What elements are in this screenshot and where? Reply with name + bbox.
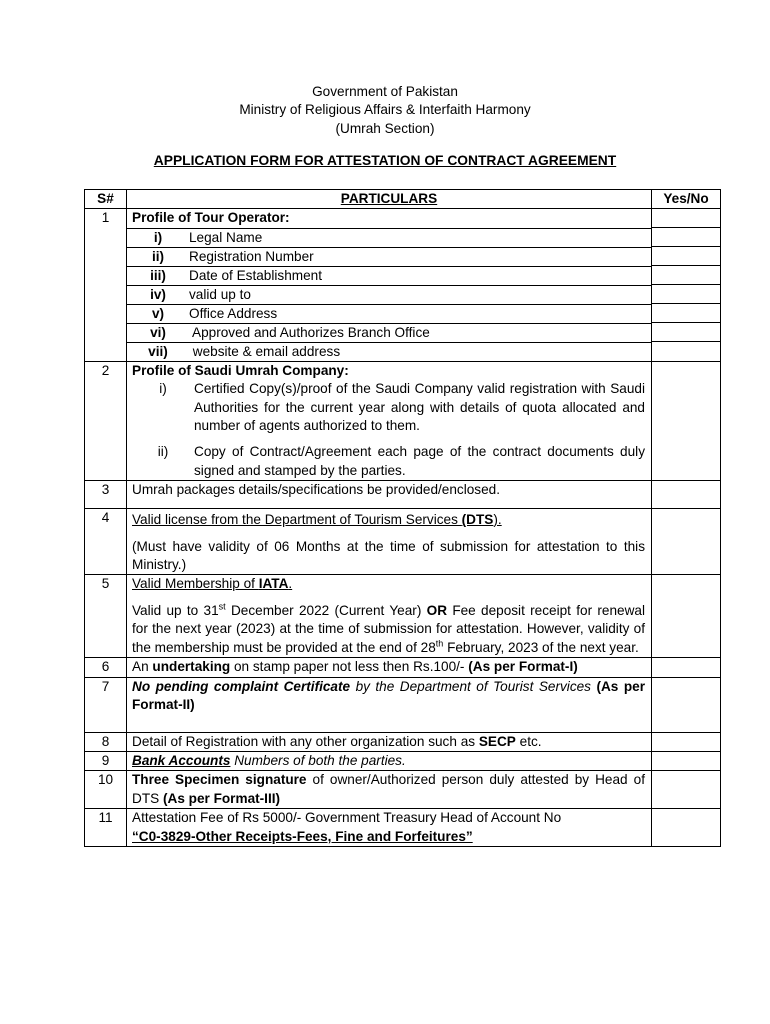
table-row [85,809,721,847]
row-particulars: No pending complaint Certificate by the Department of Tourist Services (As per Format-II) [127,677,652,732]
sub-item-text: website & email address [189,343,341,359]
row-particulars: Bank Accounts Numbers of both the parties. [127,751,652,770]
yesno-cell[interactable] [652,509,721,575]
yesno-cell[interactable] [652,658,721,677]
sub-item-text: Registration Number [189,248,314,264]
license-line: Valid license from the Department of Tourism Services (DTS). [132,512,502,528]
table-row [85,509,721,575]
sub-item-number: i) [153,229,163,245]
table-row [85,575,721,658]
sub-item-text: valid up to [189,286,251,302]
sub-item-text: Certified Copy(s)/proof of the Saudi Company valid registration with Saudi Authorities for the current year along with details of quota allocated and number of agents authorized to them. [194,381,645,434]
sub-item-number: vi) [150,324,166,340]
row-heading: Profile of Tour Operator: [127,209,651,228]
iata-note: Valid up to 31st December 2022 (Current Year) OR Fee deposit receipt for renewal for the next year (2023) at the time of submission for attestation. However, validity of the membership must be provided at the end of 28th February, 2023 of the next year. [132,601,645,655]
table-row [85,209,721,361]
row-number: 1 [85,209,127,361]
yesno-cell[interactable] [652,809,721,847]
table-header-row [85,190,721,209]
yesno-cell[interactable] [652,575,721,658]
sub-item-number: ii) [157,444,169,460]
row-particulars: Detail of Registration with any other organization such as SECP etc. [127,732,652,751]
yesno-cell[interactable] [652,732,721,751]
sub-item [127,343,651,361]
row-number: 5 [85,575,127,658]
row-number: 7 [85,677,127,732]
form-title: APPLICATION FORM FOR ATTESTATION OF CONTRACT AGREEMENT [153,153,617,168]
row-number: 3 [85,481,127,509]
table-row [85,751,721,770]
sub-item-number: i) [159,381,167,397]
yesno-cell[interactable] [652,361,721,480]
sub-item-text: Office Address [189,305,278,321]
sub-item [127,267,651,286]
sub-item [132,443,645,480]
yesno-cell[interactable] [652,209,721,361]
col-header-particulars: PARTICULARS [127,190,652,209]
row-number: 8 [85,732,127,751]
header-government: Government of Pakistan [312,84,458,99]
header-section: (Umrah Section) [335,121,435,136]
sub-item-text: Legal Name [189,229,263,245]
row-particulars [127,509,652,575]
row-number: 10 [85,771,127,809]
sub-item-number: vii) [148,343,168,359]
sub-item [127,248,651,267]
table-row [85,658,721,677]
sub-item-text: Date of Establishment [189,267,322,283]
sub-item-number: v) [151,305,165,321]
row-number: 11 [85,809,127,847]
sub-item-list [127,229,651,361]
row-particulars [127,209,652,361]
iata-line: Valid Membership of IATA. [132,576,293,592]
sub-item-text: Approved and Authorizes Branch Office [189,324,430,340]
yesno-cell[interactable] [652,677,721,732]
license-note: (Must have validity of 06 Months at the time of submission for attestation to this Ministry.) [132,538,645,573]
row-particulars [127,575,652,658]
table-row [85,677,721,732]
sub-item-number: ii) [151,248,165,264]
sub-item [127,229,651,248]
sub-item [127,305,651,324]
row-particulars [127,361,652,480]
row-number: 2 [85,361,127,480]
row-particulars: Attestation Fee of Rs 5000/- Government Treasury Head of Account No “C0-3829-Other Receipts-Fees, Fine and Forfeitures” [127,809,652,847]
header-ministry: Ministry of Religious Affairs & Interfaith Harmony [239,102,531,117]
row-particulars: Three Specimen signature of owner/Authorized person duly attested by Head of DTS (As per Format-III) [127,771,652,809]
table-row [85,771,721,809]
row-particulars: An undertaking on stamp paper not less then Rs.100/- (As per Format-I) [127,658,652,677]
table-row [85,732,721,751]
table-row [85,481,721,509]
row-number: 4 [85,509,127,575]
sub-item-number: iii) [150,267,166,283]
sub-item-text: Copy of Contract/Agreement each page of the contract documents duly signed and stamped by the parties. [194,444,645,478]
sub-item [127,324,651,343]
particulars-table [84,189,721,847]
sub-item [132,380,645,435]
yesno-cell[interactable] [652,771,721,809]
row-number: 6 [85,658,127,677]
sub-item [127,286,651,305]
table-row [85,361,721,480]
row-number: 9 [85,751,127,770]
col-header-sn: S# [85,190,127,209]
col-header-yesno: Yes/No [652,190,721,209]
yesno-cell[interactable] [652,751,721,770]
yesno-cell[interactable] [652,481,721,509]
row-particulars: Umrah packages details/specifications be provided/enclosed. [127,481,652,509]
row-heading: Profile of Saudi Umrah Company: [132,362,349,378]
sub-item-number: iv) [150,286,166,302]
